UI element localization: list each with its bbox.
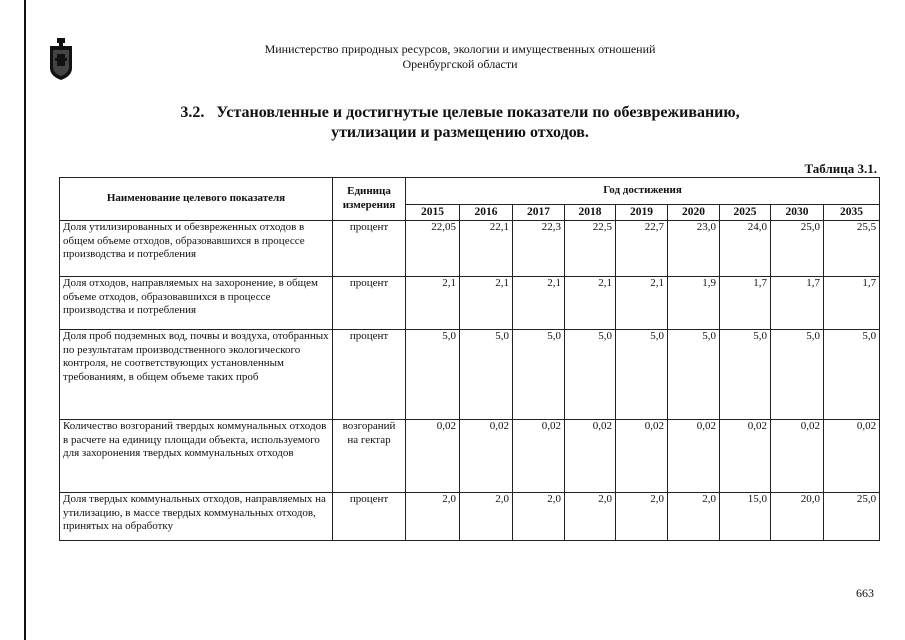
indicator-value: 20,0 <box>771 493 824 541</box>
year-header: 2018 <box>565 205 616 221</box>
indicator-value: 5,0 <box>513 330 565 420</box>
indicator-value: 15,0 <box>720 493 771 541</box>
target-indicators-table <box>59 177 880 541</box>
section-title-line-2: утилизации и размещению отходов. <box>331 124 589 141</box>
indicator-value: 5,0 <box>616 330 668 420</box>
indicator-name: Доля твердых коммунальных отходов, направляемых на утилизацию, в массе твердых коммунальных отходов, принятых на обработку <box>60 493 333 541</box>
year-header: 2025 <box>720 205 771 221</box>
indicator-value: 25,5 <box>824 221 880 277</box>
indicator-unit: процент <box>333 277 406 330</box>
year-header: 2016 <box>460 205 513 221</box>
indicator-value: 5,0 <box>668 330 720 420</box>
header-unit: Единица измерения <box>333 178 406 221</box>
indicator-value: 0,02 <box>668 420 720 493</box>
indicator-value: 0,02 <box>616 420 668 493</box>
year-header: 2020 <box>668 205 720 221</box>
indicator-unit: возгораний на гектар <box>333 420 406 493</box>
indicator-value: 22,7 <box>616 221 668 277</box>
table-row <box>60 330 880 420</box>
coat-of-arms-icon <box>48 38 74 80</box>
indicator-value: 1,7 <box>720 277 771 330</box>
table-caption: Таблица 3.1. <box>804 161 877 176</box>
indicator-value: 0,02 <box>406 420 460 493</box>
left-margin-rule <box>24 0 26 640</box>
indicator-value: 2,0 <box>565 493 616 541</box>
indicator-value: 5,0 <box>771 330 824 420</box>
year-header: 2017 <box>513 205 565 221</box>
indicator-value: 22,3 <box>513 221 565 277</box>
indicator-value: 0,02 <box>824 420 880 493</box>
indicator-value: 5,0 <box>824 330 880 420</box>
header-indicator-name: Наименование целевого показателя <box>60 178 333 221</box>
year-header: 2015 <box>406 205 460 221</box>
indicator-value: 5,0 <box>406 330 460 420</box>
ministry-line-2: Оренбургской области <box>402 57 518 71</box>
ministry-header <box>150 42 770 72</box>
indicator-value: 22,5 <box>565 221 616 277</box>
indicator-value: 0,02 <box>565 420 616 493</box>
indicator-value: 22,05 <box>406 221 460 277</box>
table-row <box>60 493 880 541</box>
indicator-value: 24,0 <box>720 221 771 277</box>
header-row <box>60 178 880 205</box>
table-row <box>60 221 880 277</box>
indicator-value: 2,1 <box>513 277 565 330</box>
indicator-value: 2,0 <box>513 493 565 541</box>
indicator-value: 0,02 <box>460 420 513 493</box>
indicator-value: 2,1 <box>616 277 668 330</box>
indicator-value: 1,7 <box>824 277 880 330</box>
indicator-value: 5,0 <box>460 330 513 420</box>
indicator-value: 5,0 <box>720 330 771 420</box>
indicator-value: 1,9 <box>668 277 720 330</box>
indicator-value: 23,0 <box>668 221 720 277</box>
table-row <box>60 420 880 493</box>
indicator-unit: процент <box>333 330 406 420</box>
indicator-value: 2,0 <box>616 493 668 541</box>
indicator-value: 25,0 <box>771 221 824 277</box>
indicator-name: Количество возгораний твердых коммунальных отходов в расчете на единицу площади объекта, используемого для захоронения твердых коммунальных отходов <box>60 420 333 493</box>
section-title-line-1: 3.2. Установленные и достигнутые целевые показатели по обезвреживанию, <box>180 104 740 121</box>
ministry-line-1: Министерство природных ресурсов, экологии и имущественных отношений <box>264 42 656 56</box>
indicator-value: 2,1 <box>565 277 616 330</box>
indicator-value: 2,1 <box>406 277 460 330</box>
year-header: 2019 <box>616 205 668 221</box>
indicator-value: 2,0 <box>668 493 720 541</box>
page-number: 663 <box>856 586 874 600</box>
indicator-value: 22,1 <box>460 221 513 277</box>
indicator-unit: процент <box>333 493 406 541</box>
indicator-name: Доля проб подземных вод, почвы и воздуха, отобранных по результатам производственного экологического контроля, не соответствующих установленным требованиям, в общем объеме таких проб <box>60 330 333 420</box>
indicator-value: 0,02 <box>771 420 824 493</box>
indicator-value: 1,7 <box>771 277 824 330</box>
indicator-value: 2,1 <box>460 277 513 330</box>
indicator-value: 2,0 <box>406 493 460 541</box>
indicator-value: 25,0 <box>824 493 880 541</box>
section-title <box>110 103 810 143</box>
year-header: 2035 <box>824 205 880 221</box>
indicator-value: 0,02 <box>720 420 771 493</box>
indicator-name: Доля утилизированных и обезвреженных отходов в общем объеме отходов, образовавшихся в процессе производства и потребления <box>60 221 333 277</box>
indicator-value: 0,02 <box>513 420 565 493</box>
header-year-group: Год достижения <box>406 178 880 205</box>
indicator-value: 2,0 <box>460 493 513 541</box>
table-row <box>60 277 880 330</box>
indicator-unit: процент <box>333 221 406 277</box>
indicator-value: 5,0 <box>565 330 616 420</box>
indicator-name: Доля отходов, направляемых на захоронение, в общем объеме отходов, образовавшихся в процессе производства и потребления <box>60 277 333 330</box>
year-header: 2030 <box>771 205 824 221</box>
